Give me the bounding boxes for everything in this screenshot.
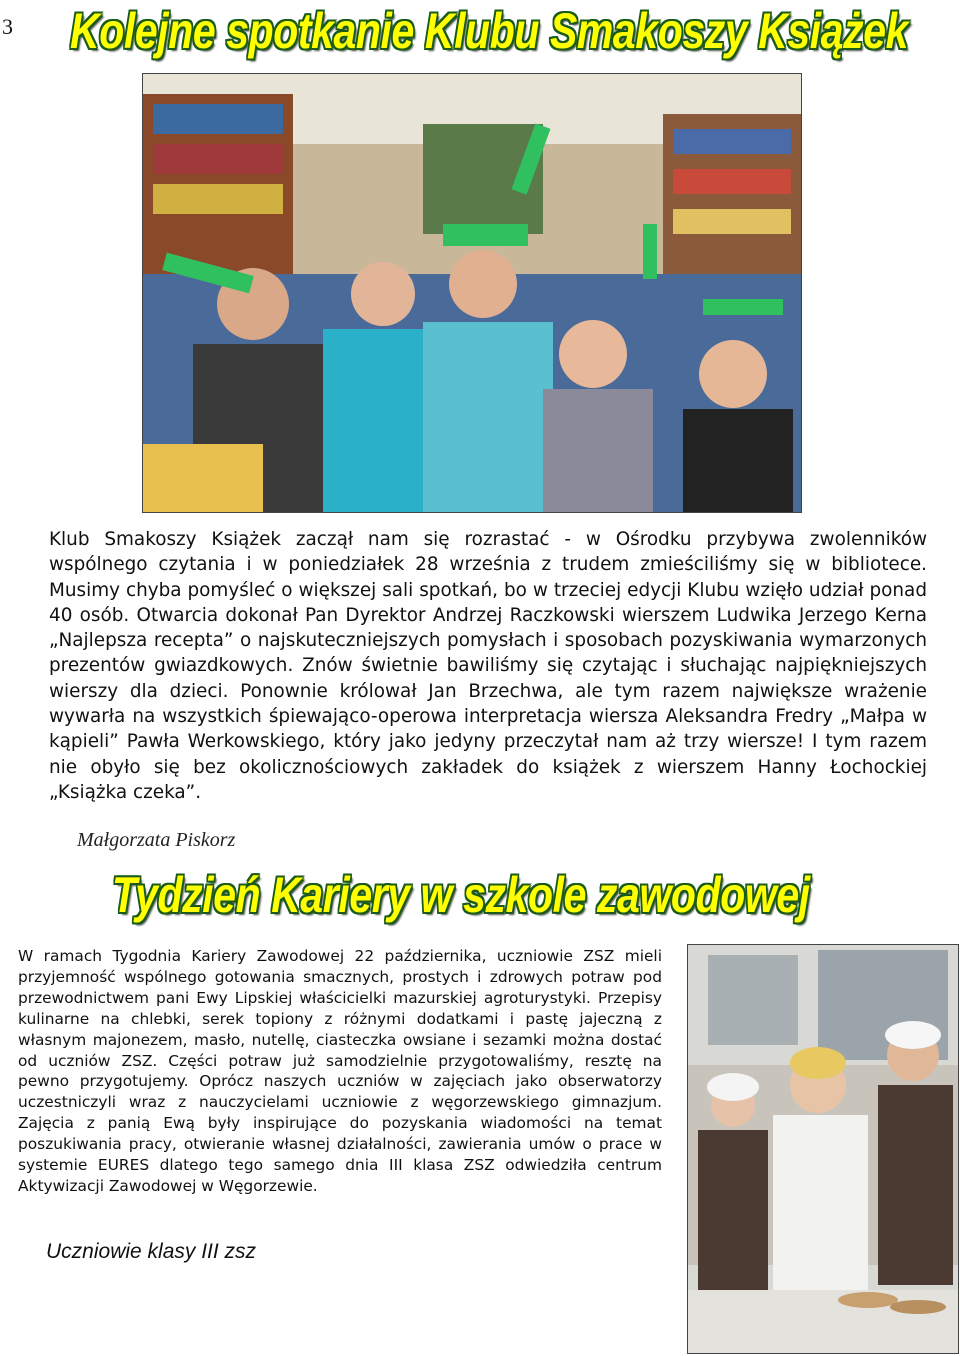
- cooking-class-photo: [687, 944, 959, 1354]
- article-1-body: Klub Smakoszy Książek zaczął nam się rozrastać - w Ośrodku przybywa zwolenników wspólnego czytania i w poniedziałek 28 września z trudem zmieściliśmy się w bibliotece. Musimy chyba pomyśleć o większej sali spotkań, bo w trzeciej edycji Klubu wzięło udział ponad 40 osób. Otwarcia dokonał Pan Dyrektor Andrzej Raczkowski wierszem Ludwika Jerzego Kerna „Najlepsza recepta” o najskuteczniejszych pomysłach i sposobach pozyskiwania wymarzonych prezentów gwiazdkowych. Znów świetnie bawiliśmy się czytając i słuchając najpiękniejszych wierszy dla dzieci. Ponownie królował Jan Brzechwa, ale tym razem największe wrażenie wywarła na wszystkich śpiewająco-operowa interpretacja wiersza Aleksandra Fredry „Małpa w kąpieli” Pawła Werkowskiego, który jako jedyny przeczytał nam aż trzy wiersze! I tym razem nie obyło się bez okolicznościowych zakładek do książek z wierszem Hanny Łochockiej „Książka czeka”.: [49, 529, 927, 803]
- article-2-body: W ramach Tygodnia Kariery Zawodowej 22 października, uczniowie ZSZ mieli przyjemność wspólnego gotowania smacznych, prostych i zdrowych potraw pod przewodnictwem pani Ewy Lipskiej właścicielki mazurskiej agroturystyki. Przepisy kulinarne na chlebki, serek topiony z różnymi dodatkami i pastę jajeczną z własnym majonezem, masło, nutellę, ciasteczka owsiane i sezamki można dostać od uczniów ZSZ. Części potraw już samodzielnie przygotowaliśmy, resztę na pewno przygotujemy. Oprócz naszych uczniów w zajęciach jako obserwatorzy uczestniczyli wraz z nauczycielami uczniowie z węgorzewskiego gimnazjum. Zajęcia z panią Ewą były inspirujące do pozyskania wiadomości na temat poszukiwania pracy, otwieranie własnej działalności, zawierania umów o prace w systemie EURES dlatego tego samego dnia III klasa ZSZ odwiedziła centrum Aktywizacji Zawodowej w Węgorzewie.: [18, 947, 662, 1195]
- book-club-photo-illustration: [143, 74, 801, 512]
- cooking-class-photo-illustration: [688, 945, 958, 1353]
- book-club-photo: [142, 73, 802, 513]
- article-2-headline: Tydzień Kariery w szkole zawodowej: [112, 867, 810, 923]
- page-number: 3: [2, 14, 13, 39]
- article-2-byline: Uczniowie klasy III zsz: [46, 1240, 257, 1263]
- article-1-byline: Małgorzata Piskorz: [77, 829, 236, 851]
- article-1-headline: Kolejne spotkanie Klubu Smakoszy Książek: [70, 3, 909, 59]
